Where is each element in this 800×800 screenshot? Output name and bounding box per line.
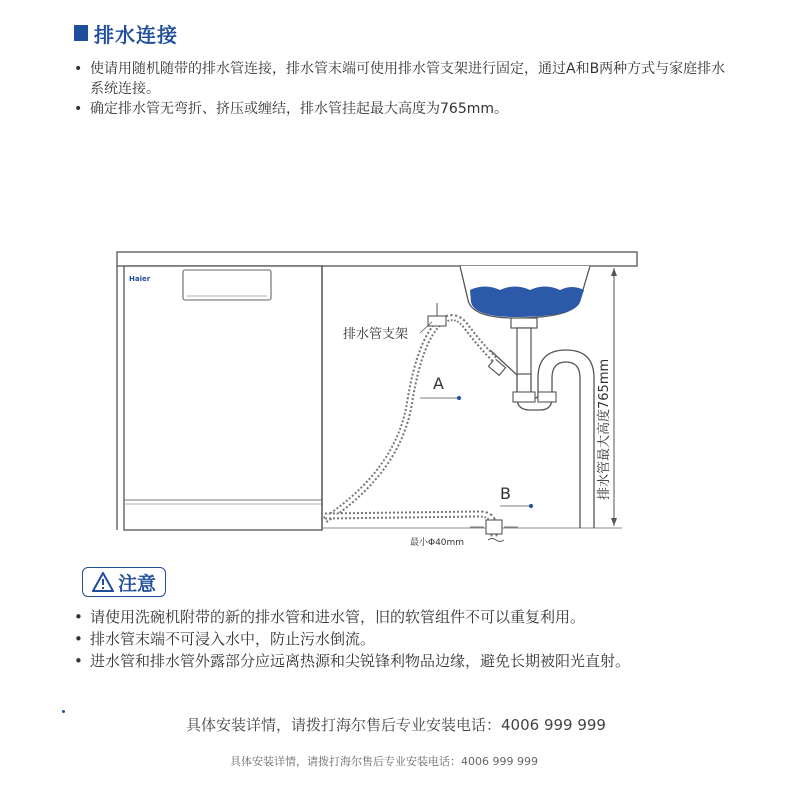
list-item: • 使请用随机随带的排水管连接，排水管末端可使用排水管支架进行固定，通过A和B两种方式与家庭排水系统连接。 [74, 61, 726, 97]
drain-hose-a [325, 318, 495, 520]
min-diameter-label: 最小Φ40mm [410, 538, 465, 548]
caution-text: 进水管和排水管外露部分应远离热源和尖锐锋利物品边缘，避免长期被阳光直射。 [90, 652, 631, 670]
bracket-label: 排水管支架 [343, 327, 409, 342]
control-panel [183, 270, 271, 300]
caution-text: 排水管末端不可浸入水中，防止污水倒流。 [90, 630, 376, 648]
label-a: A [433, 374, 444, 393]
list-item: • 请使用洗碗机附带的新的排水管和进水管，旧的软管组件不可以重复利用。 [74, 608, 586, 626]
caution-title: 注意 [117, 572, 156, 595]
countertop [117, 252, 637, 266]
sink-water [470, 287, 584, 318]
max-height-label: 排水管最大高度765mm [597, 358, 612, 500]
warning-icon [92, 572, 114, 592]
hose-bracket [428, 316, 446, 326]
drain-hose-b [325, 514, 494, 538]
section-title: 排水连接 [94, 22, 178, 47]
footer-contact-small: 具体安装详情，请拨打海尔售后专业安装电话：4006 999 999 [230, 755, 538, 768]
footer-contact: 具体安装详情，请拨打海尔售后专业安装电话：4006 999 999 [186, 716, 606, 734]
caution-bullet-list [72, 606, 732, 672]
list-item: • 确定排水管无弯折、挤压或缠结，排水管挂起最大高度为765mm。 [74, 101, 508, 117]
decorative-dot [62, 710, 65, 713]
bullet-text: 确定排水管无弯折、挤压或缠结，排水管挂起最大高度为765mm。 [90, 101, 508, 117]
dishwasher-body [124, 266, 322, 530]
caution-text: 请使用洗碗机附带的新的排水管和进水管，旧的软管组件不可以重复利用。 [90, 608, 586, 626]
list-item: • 排水管末端不可浸入水中，防止污水倒流。 [74, 630, 376, 648]
label-b: B [500, 484, 511, 503]
p-trap [517, 362, 580, 528]
list-item: • 进水管和排水管外露部分应远离热源和尖锐锋利物品边缘，避免长期被阳光直射。 [74, 652, 631, 670]
caution-badge [82, 567, 166, 597]
bullet-text: 使请用随机随带的排水管连接，排水管末端可使用排水管支架进行固定，通过A和B两种方式与家庭排水系统连接。 [90, 61, 726, 97]
brand-logo: Haier [129, 275, 151, 283]
